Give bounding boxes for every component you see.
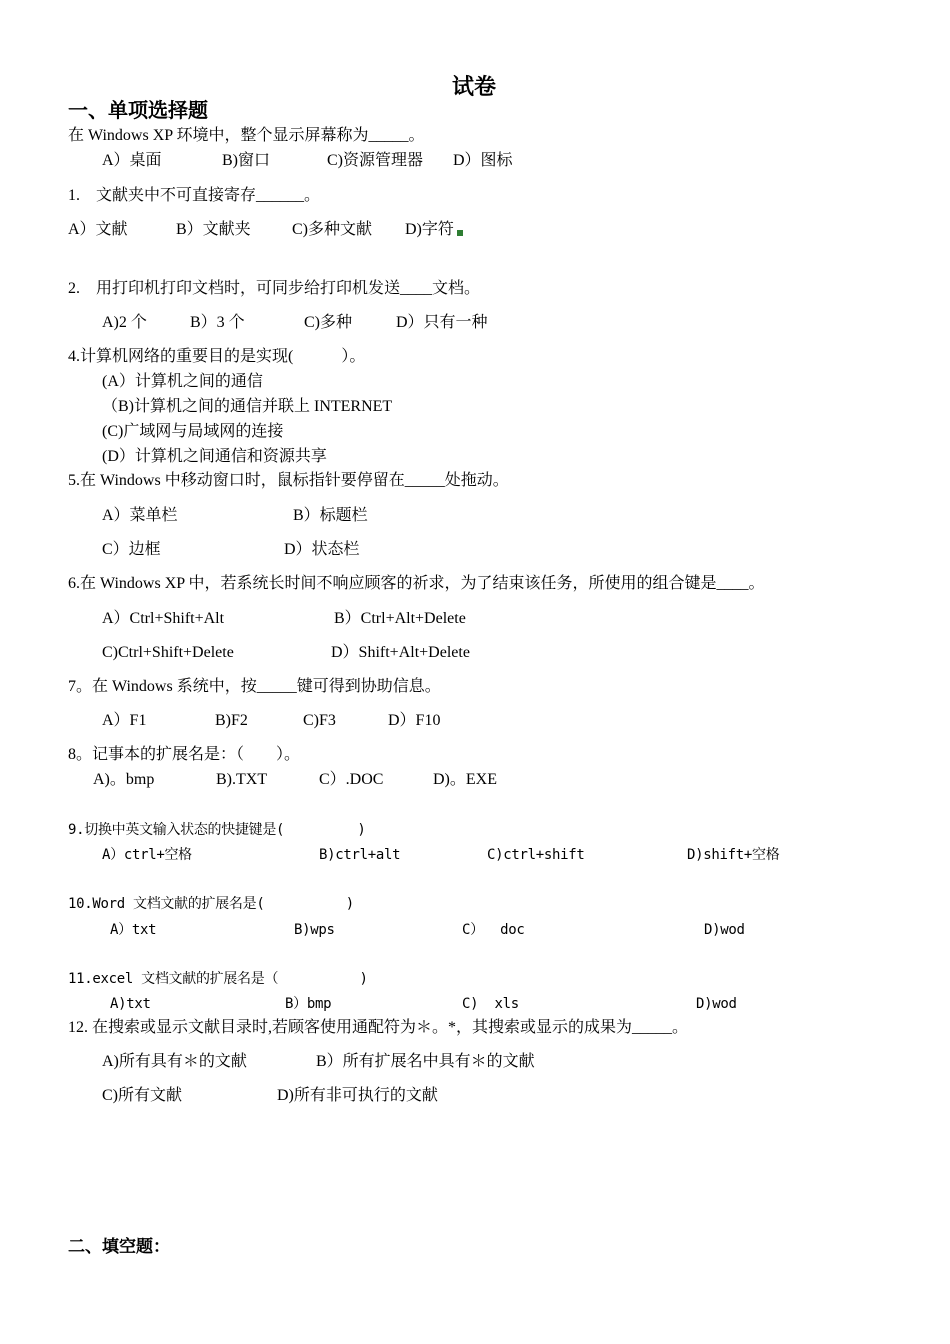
question-stem: 2. 用打印机打印文档时，可同步给打印机发送____文档。 [68,280,481,297]
option-c: C)资源管理器 [327,152,424,169]
option-c: C)F3 [303,712,336,729]
option-d: D）只有一种 [396,314,488,331]
question-stem: 9.切换中英文输入状态的快捷键是( ) [68,822,366,838]
question-stem: 7。在 Windows 系统中，按_____键可得到协助信息。 [68,678,441,695]
option-d: D）F10 [388,712,441,729]
anchor-marker-icon [457,230,463,236]
option-d: D)shift+空格 [687,847,780,863]
option-d: D)。EXE [433,771,497,788]
question-stem: 1. 文献夹中不可直接寄存______。 [68,187,321,204]
question-stem: 11.excel 文档文献的扩展名是（ ) [68,971,368,987]
option-c: C)ctrl+shift [487,847,585,863]
option-d: D）Shift+Alt+Delete [331,644,470,661]
option-b: B)F2 [215,712,248,729]
option-c: C)Ctrl+Shift+Delete [102,644,234,661]
question-stem: 4.计算机网络的重要目的是实现( ）。 [68,348,366,365]
option-a: A)所有具有＊的文献 [102,1053,247,1070]
option-b: B）标题栏 [293,507,368,524]
question-stem: 10.Word 文档文献的扩展名是( ) [68,896,354,912]
section-heading-fill-in: 二、填空题： [68,1237,170,1256]
option-c: C）.DOC [319,771,384,788]
option-b: B）bmp [285,996,332,1012]
question-stem: 8。记事本的扩展名是：（ ）。 [68,746,301,763]
section-heading-single-choice: 一、单项选择题 [68,100,208,122]
question-stem: 在 Windows XP 环境中，整个显示屏幕称为_____。 [68,127,425,144]
option-a: A）Ctrl+Shift+Alt [102,610,225,627]
question-stem: 12. 在搜索或显示文献目录时,若顾客使用通配符为＊。*，其搜索或显示的成果为_____。 [68,1019,689,1036]
option-c: C）边框 [102,541,161,558]
option-b: B）Ctrl+Alt+Delete [334,610,466,627]
option-d: D)wod [704,922,745,938]
option-a: A)。bmp [93,771,155,788]
option-b: B）所有扩展名中具有＊的文献 [316,1053,535,1070]
option-d: D）图标 [453,152,513,169]
option-a: A）F1 [102,712,147,729]
option-b: B）文献夹 [176,221,251,238]
option-d: D）状态栏 [284,541,360,558]
option-a: (A）计算机之间的通信 [102,373,263,390]
option-a: A）txt [110,922,157,938]
option-c: C) xls [462,996,519,1012]
option-b: B).TXT [216,771,268,788]
question-stem: 5.在 Windows 中移动窗口时，鼠标指针要停留在_____处拖动。 [68,472,509,489]
option-b: （B)计算机之间的通信并联上 INTERNET [102,398,393,415]
option-b: B）3 个 [190,314,245,331]
option-a: A）文献 [68,221,128,238]
option-d: D)所有非可执行的文献 [277,1087,438,1104]
option-a: A）ctrl+空格 [102,847,192,863]
option-a: A)2 个 [102,314,147,331]
option-a: A)txt [110,996,151,1012]
option-c: C)所有文献 [102,1087,183,1104]
document-title: 试卷 [452,74,497,99]
option-b: B)ctrl+alt [319,847,401,863]
option-c: C)多种文献 [292,221,373,238]
option-d: D)wod [696,996,737,1012]
option-b: B)wps [294,922,335,938]
option-c: C） doc [462,922,525,938]
option-b: B)窗口 [222,152,271,169]
question-stem: 6.在 Windows XP 中，若系统长时间不响应顾客的祈求，为了结束该任务，所使用的组合键是____。 [68,575,765,592]
option-c: (C)广域网与局域网的连接 [102,423,284,440]
option-c: C)多种 [304,314,353,331]
option-d: (D）计算机之间通信和资源共享 [102,448,327,465]
option-a: A）桌面 [102,152,162,169]
option-a: A）菜单栏 [102,507,178,524]
option-d: D)字符 [405,221,454,238]
